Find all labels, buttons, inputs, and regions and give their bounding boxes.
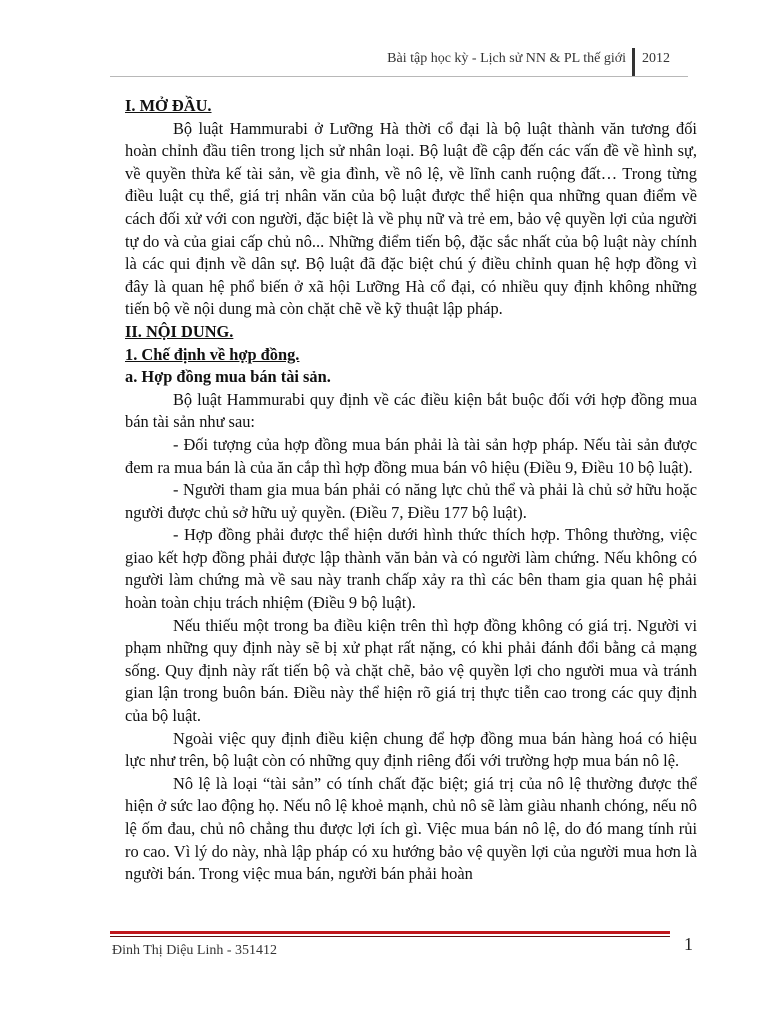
subsection-heading-contract: 1. Chế định về hợp đồng. xyxy=(125,344,300,364)
paragraph: Bộ luật Hammurabi quy định về các điều kiện bắt buộc đối với hợp đồng mua bán tài sản như sau: xyxy=(125,389,697,432)
page-number: 1 xyxy=(684,934,693,954)
document-body xyxy=(125,95,697,886)
paragraph: Ngoài việc quy định điều kiện chung để hợp đồng mua bán hàng hoá có hiệu lực như trên, bộ luật còn có những quy định riêng đối với trường hợp mua bán nô lệ. xyxy=(125,728,697,771)
paragraph: Nếu thiếu một trong ba điều kiện trên thì hợp đồng không có giá trị. Người vi phạm những quy định này sẽ bị xử phạt rất nặng, có khi phải đánh đổi bằng cả mạng sống. Quy định này rất tiến bộ và chặt chẽ, bảo vệ quyền lợi cho người mua và tránh gian lận trong buôn bán. Điều này thể hiện rõ giá trị thực tiễn cao trong các quy định của bộ luật. xyxy=(125,615,697,726)
subsection-heading-sale: a. Hợp đồng mua bán tài sản. xyxy=(125,367,331,387)
header-title: Bài tập học kỳ - Lịch sử NN & PL thế giới xyxy=(387,51,626,66)
footer-rule-thin xyxy=(110,936,670,937)
header-separator xyxy=(632,48,635,76)
section-heading-intro: I. MỞ ĐẦU. xyxy=(125,96,212,115)
header-year: 2012 xyxy=(642,51,670,66)
list-item: - Đối tượng của hợp đồng mua bán phải là tài sản hợp pháp. Nếu tài sản được đem ra mua bán là của ăn cắp thì hợp đồng mua bán vô hiệu (Điều 9, Điều 10 bộ luật). xyxy=(125,434,697,477)
page-header xyxy=(110,48,688,77)
paragraph: Nô lệ là loại “tài sản” có tính chất đặc biệt; giá trị của nô lệ thường được thể hiện ở sức lao động họ. Nếu nô lệ khoẻ mạnh, chủ nô sẽ làm giàu nhanh chóng, nếu nô lệ ốm đau, chủ nô chẳng thu được lợi ích gì. Việc mua bán nô lệ, do đó mang tính rủi ro cao. Vì lý do này, nhà lập pháp có xu hướng bảo vệ quyền lợi của người mua hơn là người bán. Trong việc mua bán, người bán phải hoàn xyxy=(125,773,697,884)
list-item: - Hợp đồng phải được thể hiện dưới hình thức thích hợp. Thông thường, việc giao kết hợp đồng phải được lập thành văn bản và có người làm chứng. Nếu không có người làm chứng mà về sau này tranh chấp xảy ra thì các bên tham gia quan hệ phải hoàn toàn chịu trách nhiệm (Điều 9 bộ luật). xyxy=(125,525,697,613)
footer-rule xyxy=(110,931,670,934)
section-heading-content: II. NỘI DUNG. xyxy=(125,321,234,341)
list-item: - Người tham gia mua bán phải có năng lực chủ thể và phải là chủ sở hữu hoặc người được chủ sở hữu uỷ quyền. (Điều 7, Điều 177 bộ luật). xyxy=(125,480,697,522)
paragraph-intro: Bộ luật Hammurabi ở Lưỡng Hà thời cổ đại là bộ luật thành văn tương đối hoàn chỉnh đầu tiên trong lịch sử nhân loại. Bộ luật đề cập đến các vấn đề về hình sự, về quyền thừa kế tài sản, về gia đình, về nô lệ, về lĩnh canh ruộng đất… Trong từng điều luật cụ thể, giá trị nhân văn của bộ luật được thể hiện qua những quan điểm về cách đối xử với con người, đặc biệt là về phụ nữ và trẻ em, bảo vệ quyền lợi của người tự do và của giai cấp chủ nô... Những điểm tiến bộ, đặc sắc nhất của bộ luật này chính là các qui định về dân sự. Bộ luật đã đặc biệt chú ý điều chỉnh quan hệ hợp đồng vì đây là quan hệ phổ biến ở xã hội Lưỡng Hà cổ đại, có nhiều quy định không những tiến bộ về nội dung mà còn chặt chẽ về kỹ thuật lập pháp. xyxy=(125,118,697,319)
footer-author: Đinh Thị Diệu Linh - 351412 xyxy=(112,943,278,958)
